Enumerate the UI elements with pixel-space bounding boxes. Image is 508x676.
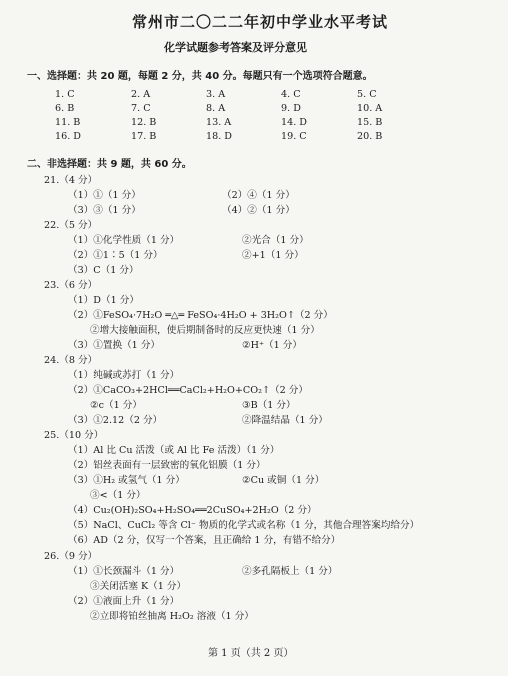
section-1-heading: 一、选择题：共 20 题，每题 2 分，共 40 分。每题只有一个选项符合题意。 [27, 71, 373, 82]
mc-answer: 3. A [206, 89, 226, 100]
mc-answer: 11. B [55, 117, 81, 128]
mc-answer: 18. D [206, 131, 232, 142]
question-heading: 22.（5 分） [44, 220, 98, 231]
mc-answer: 12. B [131, 117, 157, 128]
mc-answer: 14. D [281, 117, 307, 128]
answer-line: ③<（1 分） [90, 490, 146, 501]
answer-line: （2）①CaCO₃+2HCl══CaCl₂+H₂O+CO₂↑（2 分） [68, 385, 308, 396]
answer-line: （6）AD（2 分，仅写一个答案，且正确给 1 分，有错不给分） [68, 535, 341, 546]
answer-line: ②+1（1 分） [242, 250, 304, 261]
answer-line: （3）①H₂ 或氢气（1 分） [68, 475, 185, 486]
mc-answer: 4. C [281, 89, 301, 100]
mc-answer: 17. B [131, 131, 157, 142]
mc-answer: 5. C [357, 89, 377, 100]
mc-answer: 6. B [55, 103, 75, 114]
answer-line: （4）Cu₂(OH)₂SO₄+H₂SO₄══2CuSO₄+2H₂O（2 分） [68, 505, 317, 516]
answer-line: （2）①1∶5（1 分） [68, 250, 163, 261]
answer-line: ③关闭活塞 K（1 分） [90, 581, 187, 592]
answer-line: ②立即将铂丝抽离 H₂O₂ 溶液（1 分） [90, 611, 254, 622]
mc-answer: 9. D [281, 103, 301, 114]
mc-answer: 10. A [357, 103, 383, 114]
section-2-heading: 二、非选择题：共 9 题，共 60 分。 [27, 159, 192, 170]
answer-line: ②光合（1 分） [242, 235, 309, 246]
answer-line: （3）①2.12（2 分） [68, 415, 163, 426]
answer-line: （2）①FeSO₄·7H₂O ═△═ FeSO₄·4H₂O + 3H₂O↑（2 分） [68, 310, 333, 321]
mc-answer: 19. C [281, 131, 307, 142]
mc-answer: 13. A [206, 117, 232, 128]
mc-answer: 8. A [206, 103, 226, 114]
answer-line: （1）D（1 分） [68, 295, 139, 306]
mc-answer: 15. B [357, 117, 383, 128]
answer-line: （2）④（1 分） [222, 190, 295, 201]
answer-line: （5）NaCl、CuCl₂ 等含 Cl⁻ 物质的化学式或名称（1 分，其他合理答案均给分） [68, 520, 420, 531]
answer-line: （3）①置换（1 分） [68, 340, 161, 351]
answer-line: ②降温结晶（1 分） [242, 415, 328, 426]
answer-line: （1）①化学性质（1 分） [68, 235, 180, 246]
answer-line: （2）①液面上升（1 分） [68, 596, 180, 607]
answer-line: ②H⁺（1 分） [242, 340, 302, 351]
answer-line: ②增大接触面积，使后期制备时的反应更快速（1 分） [90, 325, 320, 336]
answer-line: （1）纯碱或苏打（1 分） [68, 370, 180, 381]
mc-answer: 20. B [357, 131, 383, 142]
mc-answer: 16. D [55, 131, 81, 142]
answer-line: （2）铝丝表面有一层致密的氧化铝膜（1 分） [68, 460, 266, 471]
mc-answer: 1. C [55, 89, 75, 100]
answer-line: （1）Al 比 Cu 活泼（或 Al 比 Fe 活泼）（1 分） [68, 445, 280, 456]
answer-line: （4）②（1 分） [222, 205, 295, 216]
answer-line: （1）①（1 分） [68, 190, 141, 201]
answer-line: （3）③（1 分） [68, 205, 141, 216]
mc-answer: 7. C [131, 103, 151, 114]
mc-answer: 2. A [131, 89, 151, 100]
exam-title: 常州市二〇二二年初中学业水平考试 [132, 13, 389, 31]
question-heading: 23.（6 分） [44, 280, 98, 291]
answer-line: ③B（1 分） [242, 400, 296, 411]
question-heading: 21.（4 分） [44, 175, 98, 186]
answer-line: （3）C（1 分） [68, 265, 139, 276]
answer-line: ②c（1 分） [90, 400, 142, 411]
question-heading: 26.（9 分） [44, 551, 98, 562]
question-heading: 24.（8 分） [44, 355, 98, 366]
answer-line: ②Cu 或铜（1 分） [242, 475, 325, 486]
answer-line: （1）①长颈漏斗（1 分） [68, 566, 180, 577]
question-heading: 25.（10 分） [44, 430, 104, 441]
exam-subtitle: 化学试题参考答案及评分意见 [164, 41, 307, 54]
page-footer: 第 1 页（共 2 页） [208, 648, 294, 659]
answer-line: ②多孔隔板上（1 分） [242, 566, 338, 577]
